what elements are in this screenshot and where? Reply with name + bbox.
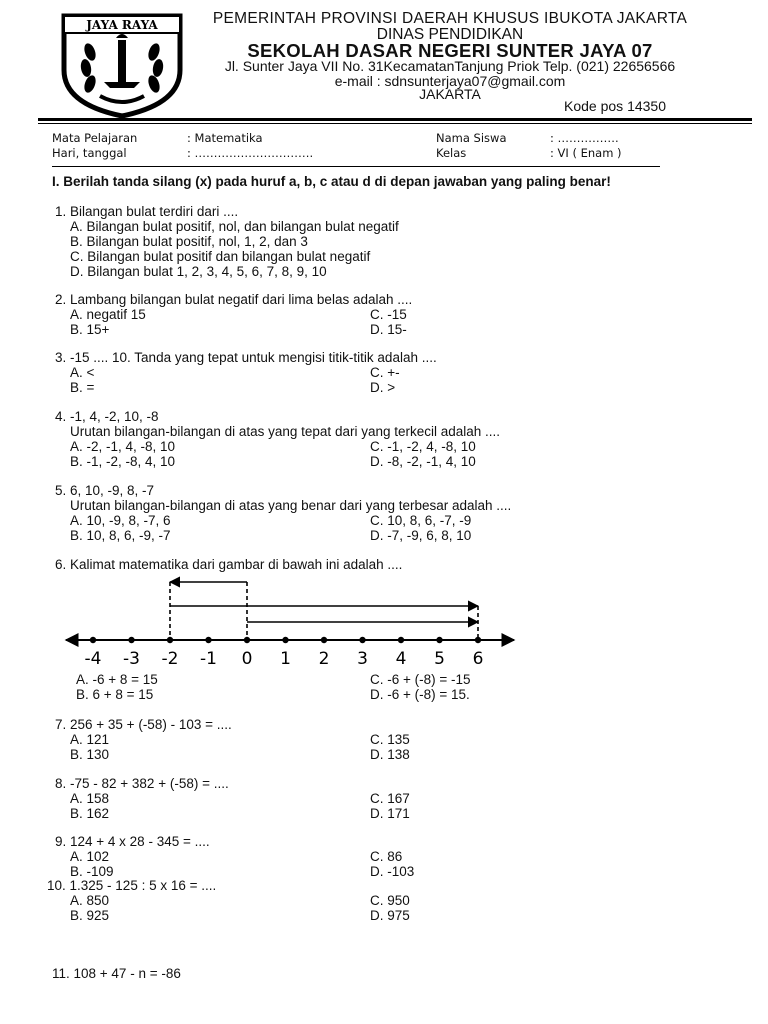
question-4-option-b[interactable]: B. -1, -2, -8, 4, 10 xyxy=(70,454,176,469)
letterhead-email: e-mail : sdnsunterjaya07@gmail.com xyxy=(334,73,566,89)
subject-label: Mata Pelajaran xyxy=(52,131,138,145)
question-10-option-d[interactable]: D. 975 xyxy=(370,908,410,923)
question-2-option-a[interactable]: A. negatif 15 xyxy=(70,307,146,322)
question-9-option-d[interactable]: D. -103 xyxy=(370,864,415,879)
question-5-stem: 5. 6, 10, -9, 8, -7 xyxy=(55,483,155,498)
letterhead-government: PEMERINTAH PROVINSI DAERAH KHUSUS IBUKOTA JAKARTA xyxy=(212,10,688,27)
question-1-option-d[interactable]: D. Bilangan bulat 1, 2, 3, 4, 5, 6, 7, 8, 9, 10 xyxy=(70,264,327,279)
question-7-option-b[interactable]: B. 130 xyxy=(70,747,110,762)
number-line-point xyxy=(205,637,211,643)
question-8-stem: 8. -75 - 82 + 382 + (-58) = .... xyxy=(55,776,229,791)
number-line-point xyxy=(398,637,404,643)
question-9-option-a[interactable]: A. 102 xyxy=(70,849,110,864)
question-6-option-b[interactable]: B. 6 + 8 = 15 xyxy=(76,687,154,702)
letterhead-school-name: SEKOLAH DASAR NEGERI SUNTER JAYA 07 xyxy=(247,40,653,61)
question-10-option-b[interactable]: B. 925 xyxy=(70,908,110,923)
question-4-stem-line2: Urutan bilangan-bilangan di atas yang tepat dari yang terkecil adalah .... xyxy=(70,424,501,439)
question-2-option-c[interactable]: C. -15 xyxy=(370,307,407,322)
question-3-option-c[interactable]: C. +- xyxy=(370,365,400,380)
question-6-stem: 6. Kalimat matematika dari gambar di bawah ini adalah .... xyxy=(55,557,403,572)
question-3-option-b[interactable]: B. = xyxy=(70,380,95,395)
number-line-tick-label: -4 xyxy=(84,649,102,669)
question-3-stem: 3. -15 .... 10. Tanda yang tepat untuk mengisi titik-titik adalah .... xyxy=(55,350,437,365)
question-8-option-b[interactable]: B. 162 xyxy=(70,806,110,821)
question-6-option-a[interactable]: A. -6 + 8 = 15 xyxy=(76,672,158,687)
number-line-tick-label: 4 xyxy=(395,649,407,669)
number-line-diagram xyxy=(60,574,520,670)
question-11-stem: 11. 108 + 47 - n = -86 xyxy=(52,966,181,981)
section-instruction: I. Berilah tanda silang (x) pada huruf a, b, c atau d di depan jawaban yang paling benar! xyxy=(52,174,611,189)
number-line-tick-label: 6 xyxy=(472,649,484,669)
number-line-point xyxy=(321,637,327,643)
question-8-option-d[interactable]: D. 171 xyxy=(370,806,410,821)
class-label: Kelas xyxy=(436,146,467,160)
number-line-tick-label: 3 xyxy=(357,649,368,669)
question-4-option-c[interactable]: C. -1, -2, 4, -8, 10 xyxy=(370,439,476,454)
number-line-point xyxy=(282,637,288,643)
question-3-option-a[interactable]: A. < xyxy=(70,365,95,380)
question-5-option-a[interactable]: A. 10, -9, 8, -7, 6 xyxy=(70,513,171,528)
question-7-option-a[interactable]: A. 121 xyxy=(70,732,110,747)
question-1-option-b[interactable]: B. Bilangan bulat positif, nol, 1, 2, dan 3 xyxy=(70,234,308,249)
identity-divider xyxy=(52,166,660,167)
question-8-option-c[interactable]: C. 167 xyxy=(370,791,410,806)
question-10-stem: 10. 1.325 - 125 : 5 x 16 = .... xyxy=(47,878,217,893)
question-3-option-d[interactable]: D. > xyxy=(370,380,396,395)
number-line-tick-label: 0 xyxy=(241,649,253,669)
question-9-option-b[interactable]: B. -109 xyxy=(70,864,114,879)
school-emblem-logo xyxy=(60,12,184,118)
question-9-stem: 9. 124 + 4 x 28 - 345 = .... xyxy=(55,834,210,849)
question-7-stem: 7. 256 + 35 + (-58) - 103 = .... xyxy=(55,717,232,732)
question-10-option-a[interactable]: A. 850 xyxy=(70,893,110,908)
question-2-option-d[interactable]: D. 15- xyxy=(370,322,407,337)
number-line-tick-label: -1 xyxy=(200,649,217,669)
question-8-option-a[interactable]: A. 158 xyxy=(70,791,110,806)
student-name-field[interactable]: : ……………. xyxy=(550,131,619,145)
number-line-tick-label: -2 xyxy=(161,649,179,669)
letterhead-rule-thick xyxy=(38,118,752,121)
letterhead-city: JAKARTA xyxy=(419,86,481,102)
number-line-point xyxy=(436,637,442,643)
class-value: : VI ( Enam ) xyxy=(550,146,622,160)
letterhead-department: DINAS PENDIDIKAN xyxy=(376,26,524,43)
question-5-option-b[interactable]: B. 10, 8, 6, -9, -7 xyxy=(70,528,171,543)
date-label: Hari, tanggal xyxy=(52,146,127,160)
number-line-tick-label: -3 xyxy=(123,649,140,669)
question-9-option-c[interactable]: C. 86 xyxy=(370,849,403,864)
letterhead-postcode: Kode pos 14350 xyxy=(564,98,666,114)
letterhead-address: Jl. Sunter Jaya VII No. 31KecamatanTanjung Priok Telp. (021) 22656566 xyxy=(224,58,676,74)
number-line-point xyxy=(90,637,96,643)
question-5-option-d[interactable]: D. -7, -9, 6, 8, 10 xyxy=(370,528,472,543)
number-line-point xyxy=(359,637,365,643)
question-7-option-c[interactable]: C. 135 xyxy=(370,732,410,747)
number-line-tick-label: 5 xyxy=(434,649,445,669)
question-4-option-d[interactable]: D. -8, -2, -1, 4, 10 xyxy=(370,454,476,469)
letterhead-rule-thin xyxy=(38,123,752,124)
student-name-label: Nama Siswa xyxy=(436,131,507,145)
question-1-option-a[interactable]: A. Bilangan bulat positif, nol, dan bilangan bulat negatif xyxy=(70,219,399,234)
number-line-tick-label: 1 xyxy=(280,649,291,669)
number-line-point xyxy=(128,637,134,643)
question-5-option-c[interactable]: C. 10, 8, 6, -7, -9 xyxy=(370,513,472,528)
date-field[interactable]: : …………………………. xyxy=(187,146,314,160)
question-2-option-b[interactable]: B. 15+ xyxy=(70,322,110,337)
question-4-stem: 4. -1, 4, -2, 10, -8 xyxy=(55,409,159,424)
question-1-option-c[interactable]: C. Bilangan bulat positif dan bilangan bulat negatif xyxy=(70,249,371,264)
question-10-option-c[interactable]: C. 950 xyxy=(370,893,410,908)
question-5-stem-line2: Urutan bilangan-bilangan di atas yang benar dari yang terbesar adalah .... xyxy=(70,498,512,513)
question-2-stem: 2. Lambang bilangan bulat negatif dari lima belas adalah .... xyxy=(55,292,413,307)
question-7-option-d[interactable]: D. 138 xyxy=(370,747,410,762)
number-line-tick-label: 2 xyxy=(318,649,330,669)
question-6-option-d[interactable]: D. -6 + (-8) = 15. xyxy=(370,687,470,702)
subject-value: : Matematika xyxy=(187,131,263,145)
question-6-option-c[interactable]: C. -6 + (-8) = -15 xyxy=(370,672,471,687)
question-4-option-a[interactable]: A. -2, -1, 4, -8, 10 xyxy=(70,439,176,454)
logo-text: JAYA RAYA xyxy=(86,18,158,32)
question-1-stem: 1. Bilangan bulat terdiri dari .... xyxy=(55,204,239,219)
